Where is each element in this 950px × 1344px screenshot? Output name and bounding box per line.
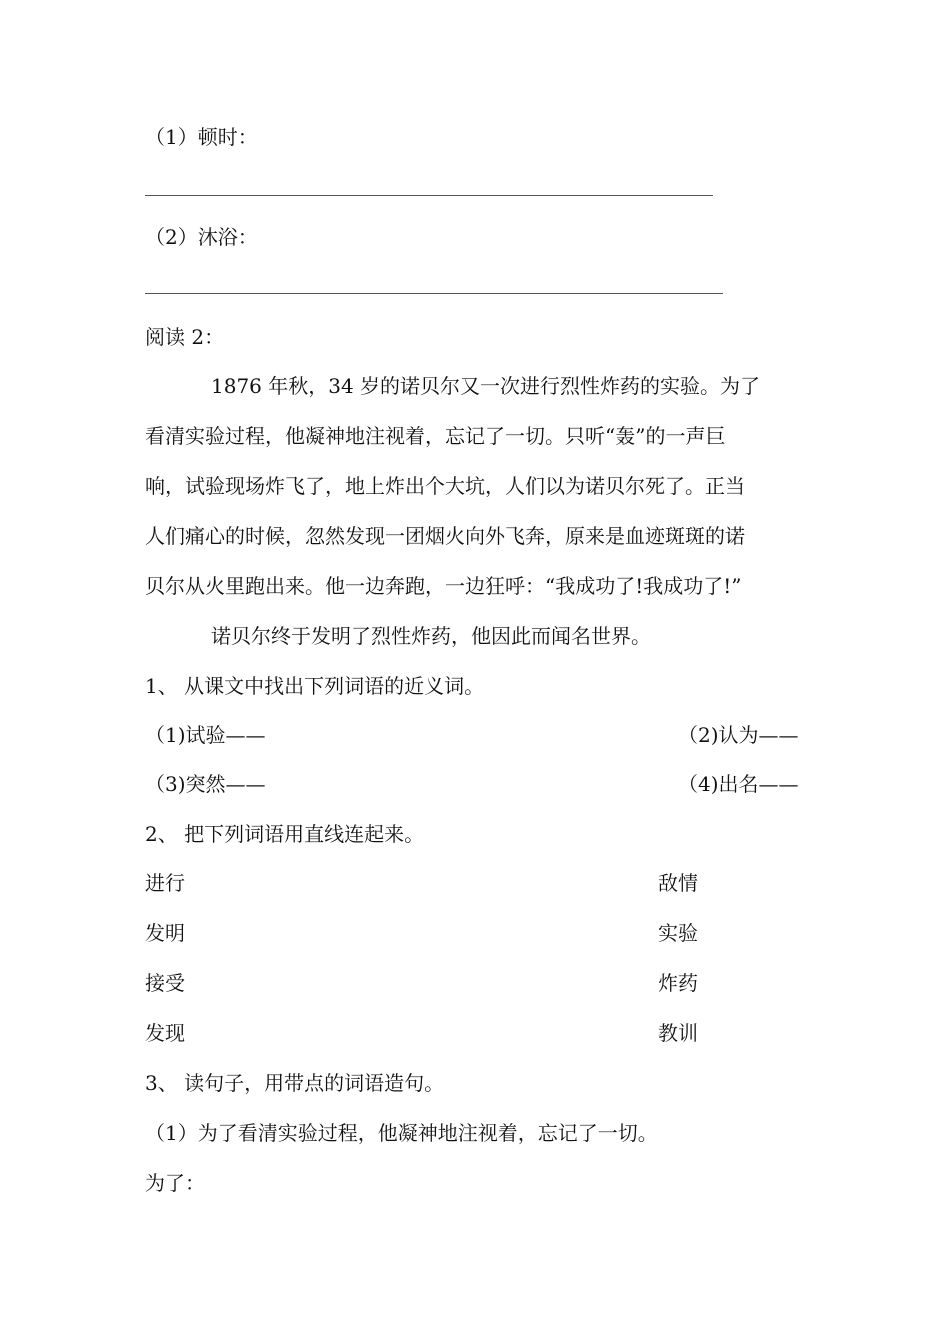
synonym-item-2: （2)认为—— [678, 723, 799, 747]
match-left-3: 接受 [145, 971, 185, 995]
match-right-4: 教训 [658, 1021, 698, 1045]
reading-title: 阅读 2： [145, 325, 225, 349]
match-left-4: 发现 [145, 1021, 185, 1045]
synonym-item-1: （1)试验—— [145, 723, 266, 747]
q1-label: （1）顿时： [145, 125, 258, 149]
paragraph-line-3: 响，试验现场炸飞了，地上炸出个大坑，人们以为诺贝尔死了。正当 [145, 474, 745, 498]
synonym-item-4: （4)出名—— [678, 772, 799, 796]
match-right-3: 炸药 [658, 971, 698, 995]
question-3-sentence: （1）为了看清实验过程，他凝神地注视着，忘记了一切。 [145, 1121, 658, 1145]
answer-line-2 [145, 293, 723, 294]
match-right-2: 实验 [658, 921, 698, 945]
match-left-2: 发明 [145, 921, 185, 945]
synonym-item-3: （3)突然—— [145, 772, 266, 796]
question-3-prompt: 为了： [145, 1171, 205, 1195]
question-1-title: 1、 从课文中找出下列词语的近义词。 [145, 674, 485, 698]
paragraph-line-1: 1876 年秋，34 岁的诺贝尔又一次进行烈性炸药的实验。为了 [211, 374, 761, 398]
match-right-1: 敌情 [658, 871, 698, 895]
paragraph-line-4: 人们痛心的时候，忽然发现一团烟火向外飞奔，原来是血迹斑斑的诺 [145, 524, 745, 548]
match-left-1: 进行 [145, 871, 185, 895]
q2-label: （2）沐浴： [145, 225, 258, 249]
paragraph-line-5: 贝尔从火里跑出来。他一边奔跑，一边狂呼：“我成功了!我成功了!” [145, 574, 742, 598]
paragraph-2: 诺贝尔终于发明了烈性炸药，他因此而闻名世界。 [211, 624, 651, 648]
question-3-title: 3、 读句子，用带点的词语造句。 [145, 1071, 445, 1095]
paragraph-line-2: 看清实验过程，他凝神地注视着，忘记了一切。只听“轰”的一声巨 [145, 424, 726, 448]
question-2-title: 2、 把下列词语用直线连起来。 [145, 822, 425, 846]
answer-line-1 [145, 195, 713, 196]
